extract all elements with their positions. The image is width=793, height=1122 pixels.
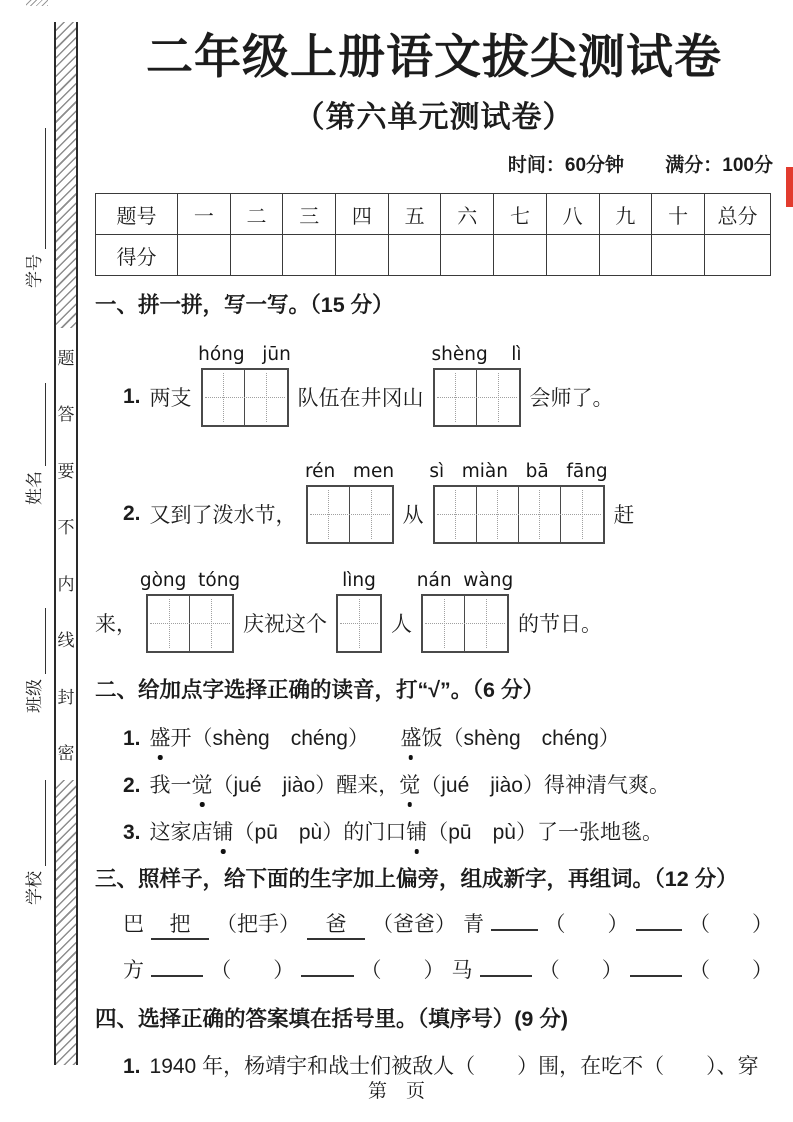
writing-box-group (139, 569, 241, 653)
writing-box-group (336, 569, 382, 653)
score-row-label: 得分 (96, 235, 178, 276)
seal-char: 内 (57, 574, 75, 594)
pinyin-label: lìng (342, 569, 376, 591)
test-paper-body (95, 0, 773, 1080)
pinyin-label: gòng tóng (139, 569, 241, 591)
score-cell[interactable] (388, 235, 441, 276)
page-number-footer: 第 页 (367, 1081, 425, 1102)
score-cell[interactable] (441, 235, 494, 276)
question-text: 队伍在井冈山 (297, 387, 424, 411)
seal-char: 题 (57, 348, 75, 368)
student-id-label: 学号 (25, 254, 44, 288)
score-header-cell: 九 (599, 194, 652, 235)
class-field (20, 608, 46, 713)
item-number: 3. (123, 820, 141, 844)
student-id-field (20, 128, 46, 288)
hatch-pattern-top (56, 22, 76, 328)
score-header-cell: 三 (283, 194, 336, 235)
section4-heading: 四、选择正确的答案填在括号里。（填序号）(9 分) (95, 1006, 569, 1031)
exam-meta (95, 150, 773, 177)
score-header-cell: 题号 (96, 194, 178, 235)
radical-exercise-row-1 (95, 908, 773, 940)
school-label: 学校 (25, 871, 44, 905)
writing-box (433, 485, 605, 544)
item-text: （pū pù）了一张地毯。 (427, 820, 663, 844)
scan-artifact (26, 0, 48, 6)
dotted-char: 铺 (406, 816, 427, 846)
writing-box (421, 594, 509, 653)
item-number: 2. (123, 773, 141, 797)
dotted-char: 盛 (150, 722, 171, 752)
answer-paren[interactable]: （ ） (544, 912, 629, 936)
writing-box (146, 594, 234, 653)
dotted-char: 觉 (192, 769, 213, 799)
score-header-cell: 七 (494, 194, 547, 235)
writing-box-group (431, 343, 522, 427)
writing-box-group (304, 460, 395, 544)
writing-cell[interactable] (148, 596, 190, 651)
answer-blank[interactable] (151, 957, 203, 977)
answer-blank[interactable] (491, 911, 538, 931)
score-cell[interactable] (494, 235, 547, 276)
dotted-char: 觉 (399, 769, 420, 799)
writing-box-group (416, 569, 514, 653)
seal-char: 不 (57, 518, 75, 538)
question-text: 的节日。 (518, 613, 602, 637)
answer-paren[interactable]: （ ） (360, 958, 445, 982)
writing-box (433, 368, 521, 427)
example-answer-line: 爸 (307, 908, 365, 940)
school-field (20, 780, 46, 905)
question-text: 人 (391, 613, 412, 637)
dotted-char: 盛 (400, 722, 421, 752)
score-table-score-row (96, 235, 771, 276)
base-char: 马 (451, 958, 473, 982)
pinyin-label: nán wàng (416, 569, 514, 591)
score-header-cell: 四 (336, 194, 389, 235)
seal-char: 答 (57, 405, 75, 425)
time-limit: 时间：60分钟 (507, 155, 625, 177)
score-header-cell: 八 (546, 194, 599, 235)
answer-blank[interactable] (636, 911, 683, 931)
writing-cell[interactable] (423, 596, 465, 651)
question-text: 会师了。 (529, 387, 614, 411)
question-text: 两支 (149, 387, 192, 411)
pinyin-label: shèng lì (431, 343, 522, 365)
student-name-fill-line[interactable] (20, 383, 46, 466)
score-header-cell: 六 (441, 194, 494, 235)
question-text: 来， (95, 613, 137, 637)
score-cell[interactable] (230, 235, 283, 276)
writing-cell[interactable] (308, 487, 350, 542)
answer-blank[interactable] (301, 957, 353, 977)
answer-blank[interactable] (480, 957, 532, 977)
writing-box-group (198, 343, 291, 427)
question-number: 1. (123, 1054, 141, 1078)
item-text: 饭（shèng chéng） (421, 726, 620, 750)
pinyin-label: hóng jūn (198, 343, 291, 365)
writing-cell[interactable] (435, 487, 477, 542)
score-header-cell: 一 (178, 194, 231, 235)
score-header-cell: 十 (652, 194, 705, 235)
answer-paren[interactable]: （ ） (689, 958, 773, 982)
question-number: 1. (123, 385, 141, 409)
student-name-label: 姓名 (25, 471, 44, 505)
question-1-1 (95, 343, 773, 427)
class-fill-line[interactable] (20, 608, 46, 674)
seal-char: 线 (57, 631, 75, 651)
writing-cell[interactable] (561, 487, 603, 542)
section2-heading: 二、给加点字选择正确的读音，打“√”。（6 分） (95, 677, 544, 702)
score-header-cell: 总分 (705, 194, 771, 235)
base-char: 巴 (123, 912, 144, 936)
writing-box-group (429, 460, 608, 544)
student-name-field (20, 383, 46, 505)
section1-heading: 一、拼一拼，写一写。（15 分） (95, 293, 394, 318)
red-edge-mark (786, 167, 793, 207)
score-cell[interactable] (705, 235, 771, 276)
question-text: 又到了泼水节， (149, 504, 297, 528)
item-text: （jué jiào）得神清气爽。 (420, 773, 670, 797)
pronunciation-item-1 (95, 722, 773, 752)
answer-paren[interactable]: （ ） (689, 912, 773, 936)
writing-cell[interactable] (519, 487, 561, 542)
score-table-header-row (96, 194, 771, 235)
writing-cell[interactable] (338, 596, 380, 651)
example-word: （爸爸） (372, 912, 456, 936)
item-text: 这家店 (149, 820, 213, 844)
writing-cell[interactable] (190, 596, 232, 651)
writing-cell[interactable] (435, 370, 477, 425)
writing-cell[interactable] (477, 487, 519, 542)
score-table (95, 193, 771, 276)
example-answer-line: 把 (151, 908, 209, 940)
radical-exercise-row-2 (95, 954, 773, 984)
seal-line-text (56, 328, 76, 780)
base-char: 方 (123, 958, 144, 982)
score-cell[interactable] (652, 235, 705, 276)
dotted-char: 铺 (213, 816, 234, 846)
score-header-cell: 五 (388, 194, 441, 235)
writing-box (336, 594, 382, 653)
item-text: （pū pù）的门口 (233, 820, 407, 844)
score-cell[interactable] (546, 235, 599, 276)
score-header-cell: 二 (230, 194, 283, 235)
writing-cell[interactable] (477, 370, 519, 425)
pronunciation-item-2 (95, 769, 773, 799)
pinyin-label: rén men (304, 460, 395, 482)
writing-cell[interactable] (465, 596, 507, 651)
question-text: 庆祝这个 (243, 613, 327, 637)
answer-paren[interactable]: （ ） (538, 958, 623, 982)
item-text: 开（shèng chéng） (170, 726, 401, 750)
student-id-fill-line[interactable] (20, 128, 46, 249)
school-fill-line[interactable] (20, 780, 46, 866)
question-text: 赶 (613, 504, 635, 528)
seal-char: 要 (57, 461, 75, 481)
full-score: 满分：100分 (665, 155, 773, 177)
item-text: 我一 (149, 773, 192, 797)
item-number: 1. (123, 726, 141, 750)
base-char: 青 (463, 912, 484, 936)
writing-box (201, 368, 289, 427)
answer-paren[interactable]: （ ） (210, 958, 295, 982)
example-word: （把手） (216, 912, 300, 936)
seal-line-column (54, 22, 78, 1065)
writing-cell[interactable] (350, 487, 392, 542)
score-cell[interactable] (336, 235, 389, 276)
item-text: （jué jiào）醒来， (212, 773, 400, 797)
pinyin-label: sì miàn bā fāng (429, 460, 608, 482)
hatch-pattern-bottom (56, 780, 76, 1065)
seal-char: 封 (57, 687, 75, 707)
writing-box (306, 485, 394, 544)
page-title: 二年级上册语文拔尖测试卷 (146, 30, 722, 83)
question-number: 2. (123, 502, 141, 526)
score-cell[interactable] (599, 235, 652, 276)
question-text: 从 (402, 504, 424, 528)
writing-cell[interactable] (245, 370, 287, 425)
question-1-2-continued (95, 569, 773, 653)
score-cell[interactable] (178, 235, 231, 276)
seal-char: 密 (57, 744, 75, 764)
page-subtitle: （第六单元测试卷） (294, 101, 574, 135)
answer-blank[interactable] (630, 957, 682, 977)
question-1-2 (95, 460, 773, 544)
question-text: 1940 年，杨靖宇和战士们被敌人（ ）围，在吃不（ ）、穿 (149, 1054, 759, 1078)
section3-heading: 三、照样子，给下面的生字加上偏旁，组成新字，再组词。（12 分） (95, 866, 738, 891)
pronunciation-item-3 (95, 816, 773, 846)
score-cell[interactable] (283, 235, 336, 276)
class-label: 班级 (25, 679, 44, 713)
writing-cell[interactable] (203, 370, 245, 425)
